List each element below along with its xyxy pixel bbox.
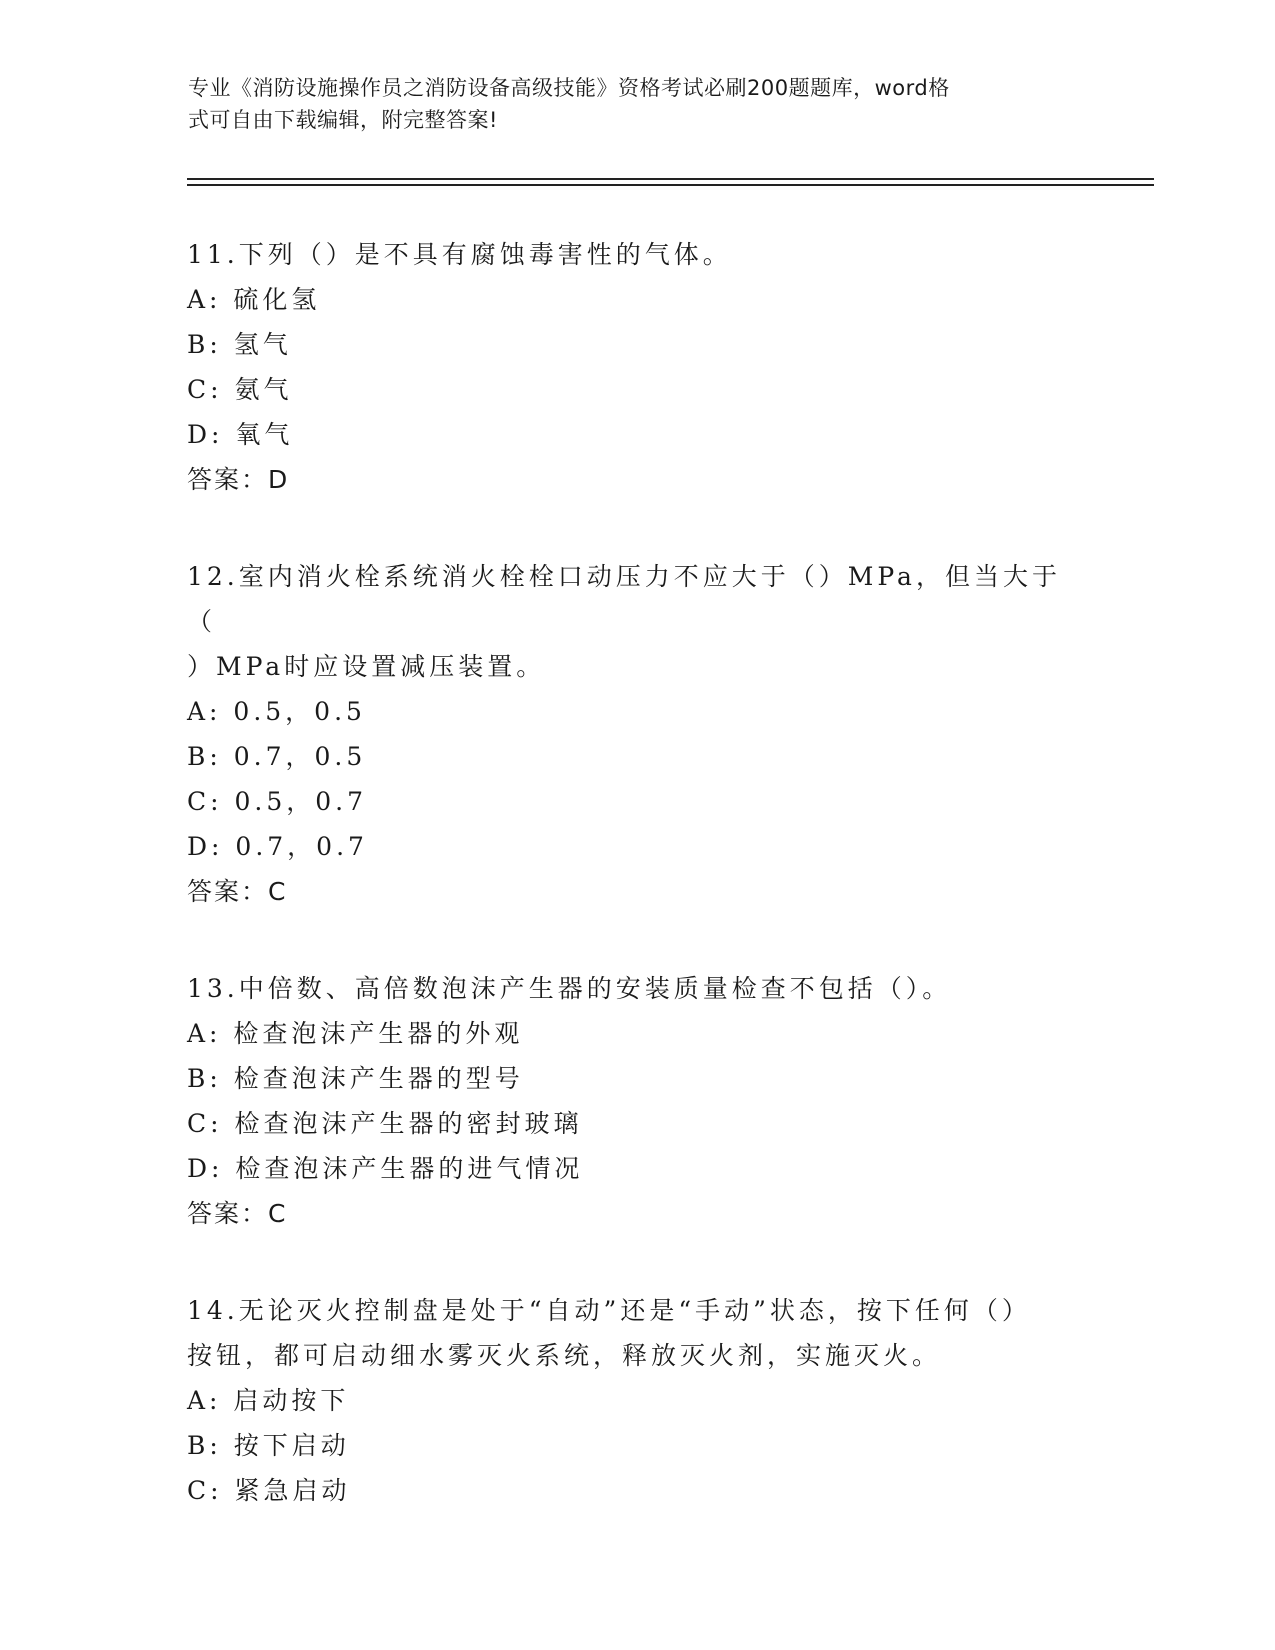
question-list — [187, 232, 1087, 1565]
question-14 — [187, 1288, 1087, 1513]
question-stem-line-2: 按钮，都可启动细水雾灭火系统，释放灭火剂，实施灭火。 — [187, 1341, 942, 1370]
document-header — [188, 72, 1068, 136]
header-divider-bottom — [187, 184, 1154, 186]
question-11 — [187, 232, 1087, 502]
option-d: D: 检查泡沫产生器的进气情况 — [187, 1154, 584, 1183]
question-stem-line-1: 14.无论灭火控制盘是处于“自动”还是“手动”状态，按下任何（） — [187, 1296, 1031, 1325]
question-stem: 13.中倍数、高倍数泡沫产生器的安装质量检查不包括（）。 — [187, 974, 952, 1003]
option-a: A: 检查泡沫产生器的外观 — [187, 1019, 524, 1048]
option-d: D: 氧气 — [187, 420, 294, 449]
option-a: A: 硫化氢 — [187, 285, 321, 314]
option-b: B: 检查泡沫产生器的型号 — [187, 1064, 524, 1093]
option-c: C: 0.5，0.7 — [187, 787, 368, 816]
question-stem-line-1: 12.室内消火栓系统消火栓栓口动压力不应大于（）MPa，但当大于（ — [187, 562, 1061, 636]
answer: 答案：D — [187, 465, 290, 494]
option-c: C: 检查泡沫产生器的密封玻璃 — [187, 1109, 583, 1138]
option-d: D: 0.7，0.7 — [187, 832, 368, 861]
option-b: B: 0.7，0.5 — [187, 742, 367, 771]
option-a: A: 启动按下 — [187, 1386, 350, 1415]
answer: 答案：C — [187, 877, 288, 906]
answer: 答案：C — [187, 1199, 288, 1228]
option-c: C: 氨气 — [187, 375, 293, 404]
question-12 — [187, 554, 1087, 914]
question-stem-line-2: ）MPa时应设置减压装置。 — [187, 652, 546, 681]
option-a: A: 0.5，0.5 — [187, 697, 366, 726]
header-line-2: 式可自由下载编辑，附完整答案! — [188, 108, 498, 132]
header-divider-top — [187, 178, 1154, 180]
option-b: B: 氢气 — [187, 330, 292, 359]
option-b: B: 按下启动 — [187, 1431, 350, 1460]
question-13 — [187, 966, 1087, 1236]
question-stem: 11.下列（）是不具有腐蚀毒害性的气体。 — [187, 240, 732, 269]
header-line-1: 专业《消防设施操作员之消防设备高级技能》资格考试必刷200题题库，word格 — [188, 76, 950, 100]
option-c: C: 紧急启动 — [187, 1476, 351, 1505]
